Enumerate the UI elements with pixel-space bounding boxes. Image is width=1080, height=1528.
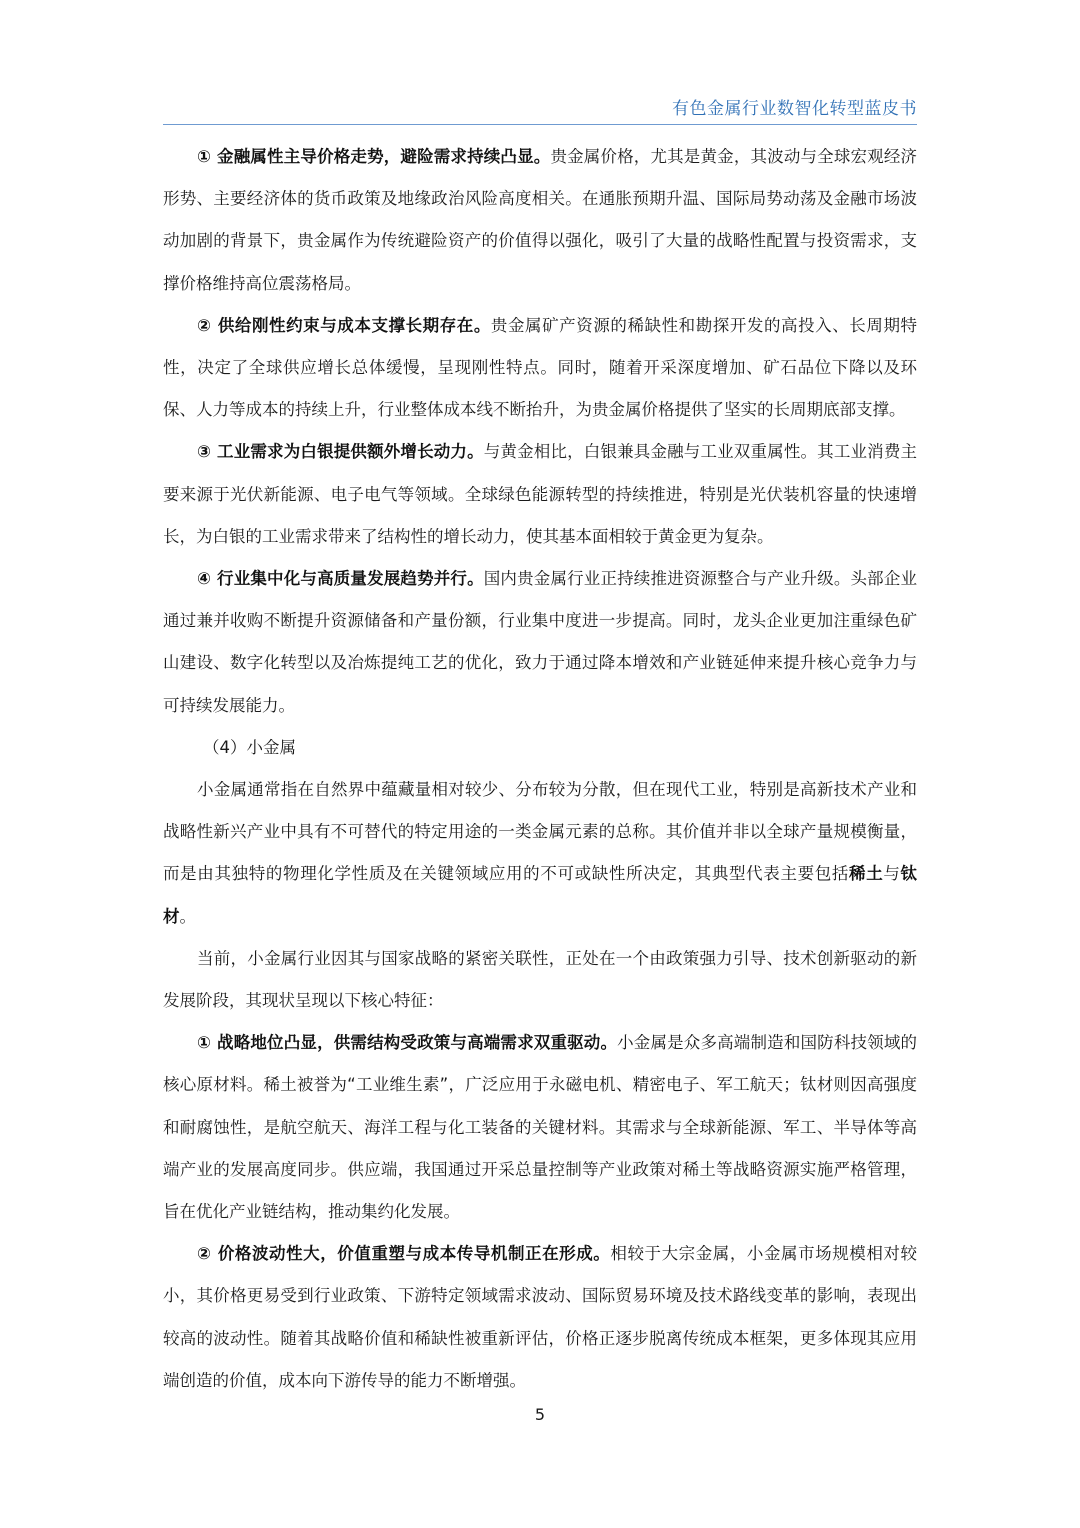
paragraph-text: 与黄金相比，白银兼具金融与工业双重属性。其工业消费主要来源于光伏新能源、电子电气等领域。全球绿色能源转型的持续推进，特别是光伏装机容量的快速增长，为白银的工业需求带来了结构性的增长动力，使其基本面相较于黄金更为复杂。 bbox=[163, 442, 917, 546]
paragraph-lead: ② 价格波动性大，价值重塑与成本传导机制正在形成。 bbox=[197, 1244, 611, 1264]
paragraph-lead: ① 战略地位凸显，供需结构受政策与高端需求双重驱动。 bbox=[197, 1033, 618, 1053]
joiner-text: 与 bbox=[883, 864, 901, 884]
section-subheading: （4）小金属 bbox=[203, 737, 296, 757]
paragraph-text: 相较于大宗金属，小金属市场规模相对较小，其价格更易受到行业政策、下游特定领域需求波动、国际贸易环境及技术路线变革的影响，表现出较高的波动性。随着其战略价值和稀缺性被重新评估，价格正逐步脱离传统成本框架，更多体现其应用端创造的价值，成本向下游传导的能力不断增强。 bbox=[163, 1244, 918, 1390]
document-body bbox=[163, 136, 917, 1402]
paragraph-minor-2 bbox=[163, 1233, 917, 1402]
paragraph-minor-intro-2: 当前，小金属行业因其与国家战略的紧密关联性，正处在一个由政策强力引导、技术创新驱动的新发展阶段，其现状呈现以下核心特征： bbox=[163, 948, 917, 1011]
bold-term-titanium: 钛材 bbox=[163, 864, 918, 926]
paragraph-precious-1 bbox=[163, 136, 917, 305]
punctuation: 。 bbox=[179, 906, 196, 926]
paragraph-lead: ② 供给刚性约束与成本支撑长期存在。 bbox=[197, 315, 491, 335]
paragraph-text: 国内贵金属行业正持续推进资源整合与产业升级。头部企业通过兼并收购不断提升资源储备和产量份额，行业集中度进一步提高。同时，龙头企业更加注重绿色矿山建设、数字化转型以及冶炼提纯工艺的优化，致力于通过降本增效和产业链延伸来提升核心竞争力与可持续发展能力。 bbox=[163, 569, 917, 715]
running-header-title: 有色金属行业数智化转型蓝皮书 bbox=[672, 99, 917, 119]
paragraph-precious-2 bbox=[163, 305, 917, 432]
paragraph-minor-1 bbox=[163, 1022, 917, 1233]
paragraph-text: 小金属通常指在自然界中蕴藏量相对较少、分布较为分散，但在现代工业，特别是高新技术产业和战略性新兴产业中具有不可替代的特定用途的一类金属元素的总称。其价值并非以全球产量规模衡量，而是由其独特的物理化学性质及在关键领域应用的不可或缺性所决定，其典型代表主要包括 bbox=[163, 780, 917, 884]
paragraph-precious-4 bbox=[163, 558, 917, 727]
paragraph-text: 小金属是众多高端制造和国防科技领域的核心原材料。稀土被誉为“工业维生素”，广泛应用于永磁电机、精密电子、军工航天；钛材则因高强度和耐腐蚀性，是航空航天、海洋工程与化工装备的关键材料。其需求与全球新能源、军工、半导体等高端产业的发展高度同步。供应端，我国通过开采总量控制等产业政策对稀土等战略资源实施严格管理，旨在优化产业链结构，推动集约化发展。 bbox=[163, 1033, 918, 1222]
bold-term-rare-earth: 稀土 bbox=[849, 864, 884, 884]
paragraph-lead: ① 金融属性主导价格走势，避险需求持续凸显。 bbox=[197, 147, 551, 166]
paragraph-text: 贵金属矿产资源的稀缺性和勘探开发的高投入、长周期特性，决定了全球供应增长总体缓慢，呈现刚性特点。同时，随着开采深度增加、矿石品位下降以及环保、人力等成本的持续上升，行业整体成本线不断抬升，为贵金属价格提供了坚实的长周期底部支撑。 bbox=[163, 315, 918, 420]
header-divider bbox=[163, 124, 917, 125]
paragraph-text: 贵金属价格，尤其是黄金，其波动与全球宏观经济形势、主要经济体的货币政策及地缘政治风险高度相关。在通胀预期升温、国际局势动荡及金融市场波动加剧的背景下，贵金属作为传统避险资产的价值得以强化，吸引了大量的战略性配置与投资需求，支撑价格维持高位震荡格局。 bbox=[163, 147, 918, 293]
paragraph-lead: ④ 行业集中化与高质量发展趋势并行。 bbox=[197, 569, 484, 589]
paragraph-lead: ③ 工业需求为白银提供额外增长动力。 bbox=[197, 442, 484, 462]
paragraph-precious-3 bbox=[163, 431, 917, 558]
page-number: 5 bbox=[534, 1405, 546, 1424]
paragraph-minor-intro bbox=[163, 769, 917, 938]
